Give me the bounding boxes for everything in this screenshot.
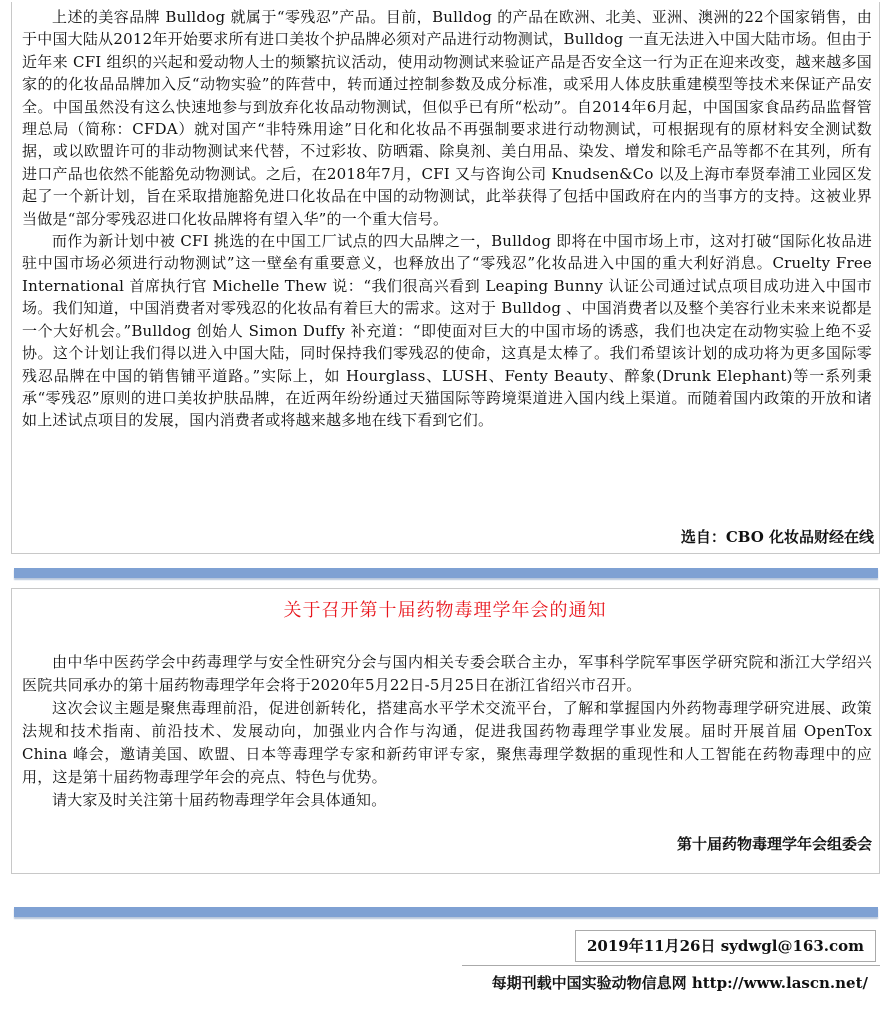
notice-paragraph-2: 这次会议主题是聚焦毒理前沿，促进创新转化，搭建高水平学术交流平台，了解和掌握国内外药物毒理学研究进展、政策法规和技术指南、前沿技术、发展动向，加强业内合作与沟通，促进我国药物毒理学事业发展。届时开展首届 OpenTox China 峰会，邀请美国、欧盟、日本等毒理学专家和新药审评专家，聚焦毒理学数据的重现性和人工智能在药物毒理中的应用，这是第十届药物毒理学年会的亮点、特色与优势。 [22, 699, 872, 786]
notice-organizer: 第十届药物毒理学年会组委会 [676, 835, 872, 853]
section-divider [14, 568, 878, 578]
section-divider [14, 907, 878, 917]
notice-body [22, 651, 872, 812]
article-paragraph-1: 上述的美容品牌 Bulldog 就属于“零残忍”产品。目前，Bulldog 的产品在欧洲、北美、亚洲、澳洲的22个国家销售，由于中国大陆从2012年开始要求所有进口美妆个护品牌必须对产品进行动物测试，Bulldog 一直无法进入中国大陆市场。但由于近年来 CFI 组织的兴起和爱动物人士的频繁抗议活动，使用动物测试来验证产品是否安全这一行为正在迎来改变，越来越多国家的的化妆品品牌加入反“动物实验”的阵营中，转而通过控制参数及成分标准，或采用人体皮肤重建模型等技术来保证产品安全。中国虽然没有这么快速地参与到放弃化妆品动物测试，但似乎已有所“松动”。自2014年6月起，中国国家食品药品监督管理总局（简称：CFDA）就对国产“非特殊用途”日化和化妆品不再强制要求进行动物测试，可根据现有的原材料安全测试数据，或以欧盟许可的非动物测试来代替，不过彩妆、防晒霜、除臭剂、美白用品、染发、增发和除毛产品等都不在其列，所有进口产品也依然不能豁免动物测试。之后，在2018年7月，CFI 又与咨询公司 Knudsen&Co 以及上海市奉贤奉浦工业园区发起了一个新计划，旨在采取措施豁免进口化妆品在中国的动物测试，此举获得了包括中国政府在内的当事方的支持。这被业界当做是“部分零残忍进口化妆品牌将有望入华”的一个重大信号。 [22, 8, 872, 228]
article-body [22, 6, 872, 432]
date-email-box: 2019年11月26日 sydwgl@163.com [575, 930, 876, 962]
website-footer: 每期刊载中国实验动物信息网 http://www.lascn.net/ [462, 965, 880, 995]
notice-title: 关于召开第十届药物毒理学年会的通知 [283, 600, 607, 621]
notice-paragraph-1: 由中华中医药学会中药毒理学与安全性研究分会与国内相关专委会联合主办，军事科学院军事医学研究院和浙江大学绍兴医院共同承办的第十届药物毒理学年会将于2020年5月22日-5月25日在浙江省绍兴市召开。 [22, 653, 872, 694]
notice-paragraph-3: 请大家及时关注第十届药物毒理学年会具体通知。 [52, 791, 387, 809]
article-source: 选自：CBO 化妆品财经在线 [680, 528, 874, 546]
article-paragraph-2: 而作为新计划中被 CFI 挑选的在中国工厂试点的四大品牌之一，Bulldog 即将在中国市场上市，这对打破“国际化妆品进驻中国市场必须进行动物测试”这一壁垒有重要意义，也释放出了“零残忍”化妆品进入中国的重大利好消息。Cruelty Free International 首席执行官 Michelle Thew 说：“我们很高兴看到 Leaping Bunny 认证公司通过试点项目成功进入中国市场。我们知道，中国消费者对零残忍的化妆品有着巨大的需求。这对于 Bulldog 、中国消费者以及整个美容行业未来来说都是一个大好机会。”Bulldog 创始人 Simon Duffy 补充道：“即使面对巨大的中国市场的诱惑，我们也决定在动物实验上绝不妥协。这个计划让我们得以进入中国大陆，同时保持我们零残忍的使命，这真是太棒了。我们希望该计划的成功将为更多国际零残忍品牌在中国的销售铺平道路。”实际上，如 Hourglass、LUSH、Fenty Beauty、醉象(Drunk Elephant)等一系列秉承“零残忍”原则的进口美妆护肤品牌，在近两年纷纷通过天猫国际等跨境渠道进入国内线上渠道。而随着国内政策的开放和诸如上述试点项目的发展，国内消费者或将越来越多地在线下看到它们。 [22, 232, 872, 430]
